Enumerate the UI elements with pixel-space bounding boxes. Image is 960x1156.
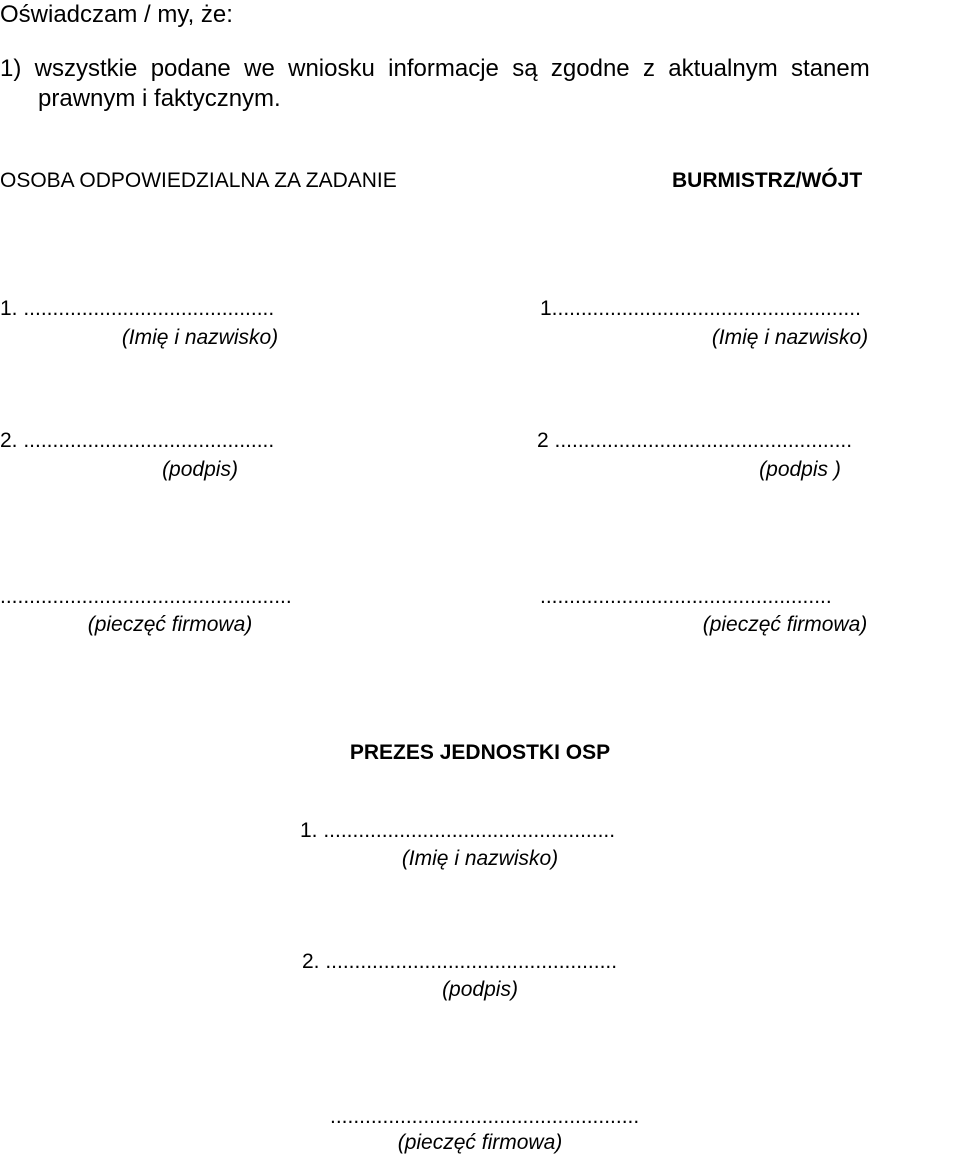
right-name-line: 1..................................................... <box>540 297 861 320</box>
bottom-name-line: 1. .................................................. <box>300 819 616 842</box>
declaration-point-1-line-1: 1) wszystkie podane we wniosku informacje są zgodne z aktualnym stanem <box>0 55 870 82</box>
left-signature-caption: (podpis) <box>162 458 238 481</box>
right-signature-caption: (podpis ) <box>759 458 841 481</box>
right-stamp-line: .................................................. <box>540 585 832 608</box>
right-column-heading: BURMISTRZ/WÓJT <box>672 169 863 192</box>
right-stamp-caption: (pieczęć firmowa) <box>702 613 868 636</box>
bottom-signature-line: 2. .................................................. <box>302 950 618 973</box>
left-stamp-caption: (pieczęć firmowa) <box>87 613 253 636</box>
bottom-stamp-line: ..................................................... <box>330 1105 640 1128</box>
left-name-line: 1. ........................................... <box>0 297 275 320</box>
declaration-point-1-line-2: prawnym i faktycznym. <box>38 85 281 112</box>
bottom-name-caption: (Imię i nazwisko) <box>401 847 559 870</box>
left-signature-line: 2. ........................................... <box>0 429 275 452</box>
right-name-caption: (Imię i nazwisko) <box>711 326 869 349</box>
bottom-stamp-caption: (pieczęć firmowa) <box>397 1131 563 1154</box>
left-column-heading: OSOBA ODPOWIEDZIALNA ZA ZADANIE <box>0 169 397 192</box>
left-name-caption: (Imię i nazwisko) <box>121 326 279 349</box>
right-signature-line: 2 ................................................... <box>537 429 853 452</box>
left-stamp-line: .................................................. <box>0 585 292 608</box>
declaration-intro: Oświadczam / my, że: <box>0 1 233 28</box>
bottom-signature-caption: (podpis) <box>442 978 518 1001</box>
bottom-section-heading: PREZES JEDNOSTKI OSP <box>349 741 611 764</box>
